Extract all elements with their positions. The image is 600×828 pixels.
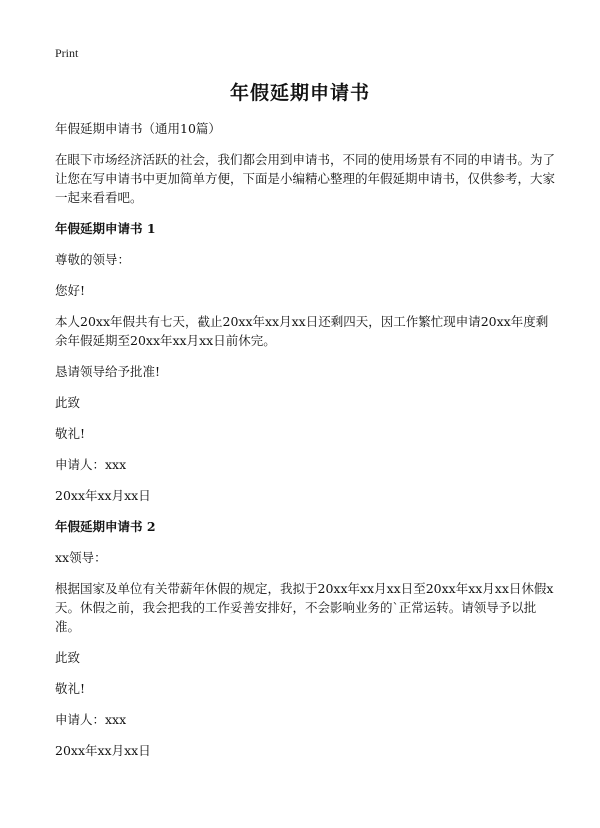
salutation: xx领导： <box>55 550 107 565</box>
applicant-line: 申请人：xxx <box>55 457 127 472</box>
closing-line: 此致 <box>55 395 81 410</box>
intro-paragraph: 在眼下市场经济活跃的社会，我们都会用到申请书，不同的使用场景有不同的申请书。为了让您在写申请书中更加简单方便，下面是小编精心整理的年假延期申请书，仅供参考，大家一起来看看吧。 <box>55 152 556 205</box>
body-paragraph: 本人20xx年假共有七天，截止20xx年xx月xx日还剩四天，因工作繁忙现申请20xx年度剩余年假延期至20xx年xx月xx日前休完。 <box>55 314 549 348</box>
salutation: 尊敬的领导： <box>55 252 131 267</box>
page-title: 年假延期申请书 <box>229 82 370 104</box>
closing-line: 此致 <box>55 650 81 665</box>
document-subtitle: 年假延期申请书（通用10篇） <box>55 121 221 136</box>
request-line: 恳请领导给予批准! <box>55 364 161 379</box>
closing-line: 敬礼! <box>55 681 86 696</box>
closing-line: 敬礼! <box>55 426 86 441</box>
applicant-line: 申请人：xxx <box>55 712 127 727</box>
print-link[interactable]: Print <box>55 46 79 60</box>
date-line: 20xx年xx月xx日 <box>55 488 151 503</box>
body-paragraph: 根据国家及单位有关带薪年休假的规定，我拟于20xx年xx月xx日至20xx年xx月xx日休假x天。休假之前，我会把我的工作妥善安排好，不会影响业务的`正常运转。请领导予以批准。 <box>55 581 554 634</box>
greeting: 您好! <box>55 283 86 298</box>
document-body <box>55 119 555 772</box>
section-heading-1: 年假延期申请书 1 <box>55 221 156 236</box>
date-line: 20xx年xx月xx日 <box>55 743 151 758</box>
section-heading-2: 年假延期申请书 2 <box>55 519 156 534</box>
